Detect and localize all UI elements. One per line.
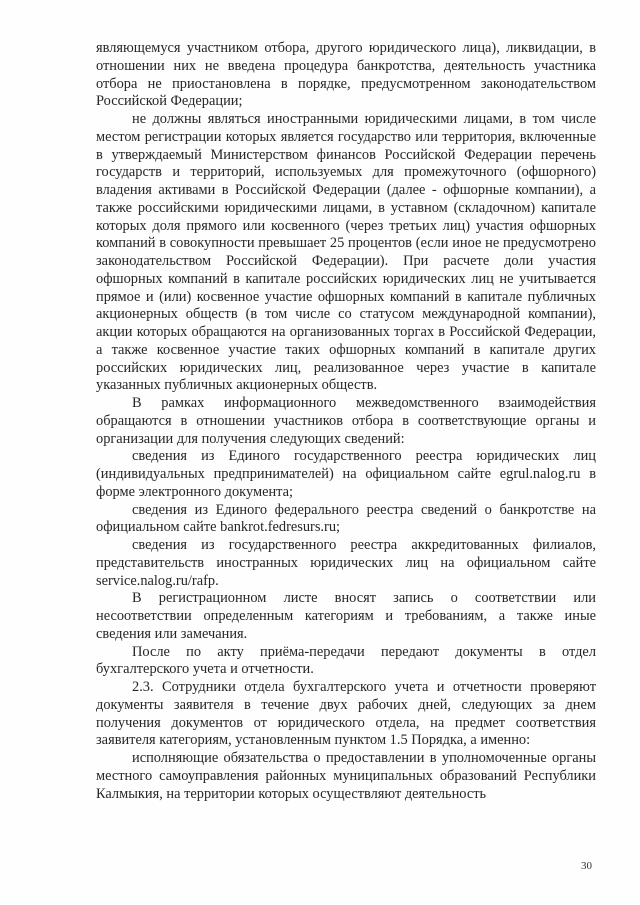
paragraph-registration-sheet: В регистрационном листе вносят запись о соответствии или несоответствии определенным категориям и требованиям, а также иные сведения или замечания. — [96, 590, 596, 642]
page-number: 30 — [581, 860, 592, 872]
paragraph-offshore-requirement: не должны являться иностранными юридическими лицами, в том числе местом регистрации которых является государство или территория, включенные в утверждаемый Министерством финансов Российской Федерации перечень государств и территорий, используемых для промежуточного (офшорного) владения активами в Российской Федерации (далее - офшорные компании), а также российскими юридическими лицами, в уставном (складочном) капитале которых доля прямого или косвенного (через третьих лиц) участия офшорных компаний в совокупности превышает 25 процентов (если иное не предусмотрено законодательством Российской Федерации). При расчете доли участия офшорных компаний в капитале российских юридических лиц не учитывается прямое и (или) косвенное участие офшорных компаний в капитале публичных акционерных обществ (в том числе со статусом международной компании), акции которых обращаются на организованных торгах в Российской Федерации, а также косвенное участие таких офшорных компаний в капитале других российских юридических лиц, реализованное через участие в капитале указанных публичных акционерных обществ. — [96, 111, 596, 394]
paragraph-bankruptcy-continuation: являющемуся участником отбора, другого юридического лица), ликвидации, в отношении них не введена процедура банкротства, деятельность участника отбора не приостановлена в порядке, предусмотренном законодательством Российской Федерации; — [96, 40, 596, 110]
paragraph-accredited-branches: сведения из государственного реестра аккредитованных филиалов, представительств иностранных юридических лиц на официальном сайте service.nalog.ru/rafp. — [96, 537, 596, 589]
paragraph-egrul-info: сведения из Единого государственного реестра юридических лиц (индивидуальных предпринимателей) на официальном сайте egrul.nalog.ru в форме электронного документа; — [96, 448, 596, 500]
paragraph-bankruptcy-registry: сведения из Единого федерального реестра сведений о банкротстве на официальном сайте bankrot.fedresurs.ru; — [96, 501, 596, 536]
paragraph-interagency-requests: В рамках информационного межведомственного взаимодействия обращаются в отношении участников отбора в соответствующие органы и организации для получения следующих сведений: — [96, 395, 596, 447]
paragraph-section-2-3: 2.3. Сотрудники отдела бухгалтерского учета и отчетности проверяют документы заявителя в течение двух рабочих дней, следующих за днем получения документов от юридического отдела, на предмет соответствия заявителя категориям, установленным пунктом 1.5 Порядка, а именно: — [96, 679, 596, 749]
paragraph-obligations: исполняющие обязательства о предоставлении в уполномоченные органы местного самоуправления районных муниципальных образований Республики Калмыкия, на территории которых осуществляют деятельность — [96, 750, 596, 802]
document-body — [96, 40, 596, 803]
paragraph-transfer-to-accounting: После по акту приёма-передачи передают документы в отдел бухгалтерского учета и отчетности. — [96, 643, 596, 678]
